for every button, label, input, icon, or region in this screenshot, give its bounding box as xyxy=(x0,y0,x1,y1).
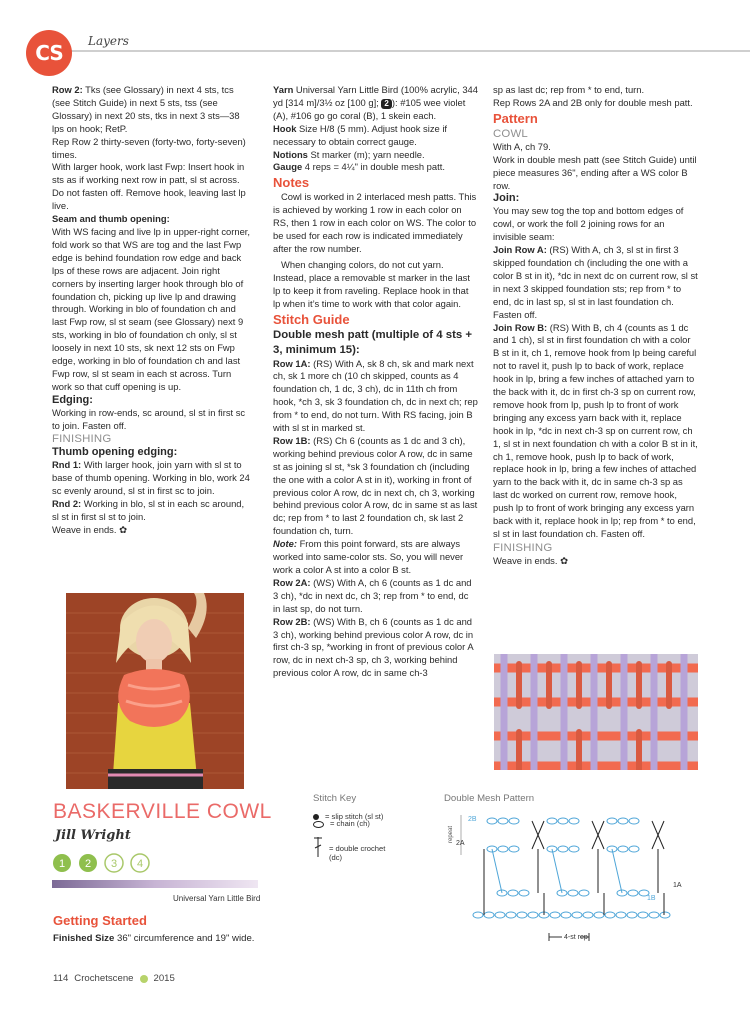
skill-level-2: 2 xyxy=(84,858,92,870)
instruction: Work in double mesh patt (see Stitch Guide) until piece measures 36", ending after a WS color B row. xyxy=(493,153,697,191)
diagram-label-2a: 2A xyxy=(456,840,465,847)
row-label: Rnd 2: xyxy=(52,498,82,510)
instruction: sp as last dc; rep from * to end, turn. xyxy=(493,84,645,95)
double-mesh-diagram xyxy=(444,793,704,943)
designer-name: Jill Wright xyxy=(55,828,131,843)
row-text: (RS) Ch 6 (counts as 1 dc and 3 ch), working behind previous color A row, dc in same st as joining sl st, *sk 3 foundation ch (including the one with a color A st in it), working in front of previous color A row, dc in next ch, ch 3, working behind previous color A row, dc in same st as last dc; rep from * to last 2 foundation ch, sk last 2 foundation ch, turn. xyxy=(273,434,478,537)
materials-text: 4 reps = 4¼" in double mesh patt. xyxy=(302,161,445,173)
skill-level-1: 1 xyxy=(58,858,66,870)
note-text: From this point forward, sts are always worked into same-color sts. So, you will never work a color A st into a color B st. xyxy=(273,538,464,575)
swatch-photo xyxy=(494,654,698,770)
foundation-chain xyxy=(473,912,670,918)
weave-text: Weave in ends. xyxy=(52,523,117,535)
chain-row-2a xyxy=(487,846,639,852)
key-double-crochet xyxy=(313,836,433,862)
stitch-key-title: Stitch Key xyxy=(313,793,357,804)
subheading: Edging: xyxy=(52,393,93,406)
dc-posts xyxy=(484,821,664,915)
row-text: Tks (see Glossary) in next 4 sts, tcs (see Stitch Guide) in next 5 sts, tss (see Glossary) in next 20 sts, tks in next 3 sts—38 lps on hook; RetP. xyxy=(52,84,240,134)
footer-dot-icon xyxy=(140,975,148,983)
diagram-label-repeat: repeat xyxy=(448,825,454,843)
stitch-guide-heading: Stitch Guide xyxy=(273,311,350,327)
page-footer xyxy=(53,973,175,984)
instruction: With WS facing and live lp in upper-right corner, fold work so that WS are tog and the last Fwp edge is behind foundation row edge and back lps of these rows are adjacent. Join right corners by inserting larger hook through blo of foundation ch, picking up live lp and drawing through. Working in blo of foundation ch and last Fwp row, sl st seam (see Glossary) next 9 sts, working in blo of foundation ch only, sl st loosely in next 10 sts, sk next 12 sts on Fwp edge, working in blo of foundation ch and last Fwp row, sl st seam in each st across. Turn work so that cuff opening is up. xyxy=(52,225,251,392)
end-mark-icon: ✿ xyxy=(119,523,127,535)
instruction: Working in row-ends, sc around, sl st in first sc to join. Fasten off. xyxy=(52,406,246,431)
section-label: Layers xyxy=(88,34,129,48)
pattern-title: BASKERVILLE COWL xyxy=(53,800,272,823)
materials-text: Universal Yarn Little Bird (100% acrylic, 344 yd [314 m]/3½ oz [100 g]; xyxy=(273,84,478,108)
dc-posts-color-b xyxy=(492,849,622,893)
column-3 xyxy=(493,84,698,568)
key-label: = double crochet (dc) xyxy=(329,844,386,862)
row-text: With larger hook, join yarn with sl st to base of thumb opening. Working in blo, work 24 sc evenly around, sl st in first sc to join. xyxy=(52,459,250,497)
row-label: Join Row A: xyxy=(493,244,547,256)
subheading: Seam and thumb opening: xyxy=(52,213,170,225)
issue-year: 2015 xyxy=(153,973,175,984)
notes-heading: Notes xyxy=(273,175,310,191)
model-photo xyxy=(66,593,244,789)
row-label: Row 1B: xyxy=(273,434,311,446)
subheading: Join: xyxy=(493,192,520,205)
key-label: = slip stitch (sl st) xyxy=(325,812,384,821)
chain-row-2b xyxy=(487,818,639,824)
yarn-weight-icon: 2 xyxy=(381,99,391,109)
skill-level-4: 4 xyxy=(136,858,144,870)
skill-level-3: 3 xyxy=(110,858,118,870)
chain-icon xyxy=(313,821,324,828)
instruction: Rep Rows 2A and 2B only for double mesh patt. xyxy=(493,96,693,108)
weave-text: Weave in ends. xyxy=(493,554,558,566)
column-1 xyxy=(52,84,252,537)
row-text: (RS) With A, sk 8 ch, sk and mark next ch, sk 1 more ch (10 ch skipped, counts as 4 foundation ch, 1 dc, 3 ch), dc in 11th ch from hook, *ch 3, sk 3 foundation ch, dc in next ch; rep from * to end, do not turn. With RS facing, join B with sl st in marked st. xyxy=(273,357,478,434)
column-2 xyxy=(273,84,478,680)
materials-label: Yarn xyxy=(273,84,294,95)
yarn-brand-label: Universal Yarn Little Bird xyxy=(173,894,261,903)
diagram-label-2b: 2B xyxy=(468,816,477,823)
subheading: Thumb opening edging: xyxy=(52,446,178,459)
row-text: (RS) With B, ch 4 (counts as 1 dc and 1 ch), sl st in first foundation ch with a color B st in it, ch 1, remove hook from lp being careful not to ravel it, push lp to back of work, replace hook in lp, bring a few inches of attached yarn to the back with it, dc in first ch-3 sp on current row, remove hook from lp, push lp to front of work bringing any excess yarn back with it, replace hook in lp, *dc in next ch-3 sp on current row, ch 1, sl st in next foundation ch with a color B st in it, ch 1, remove hook, push lp to back of work, replace hook in lp, bring a few inches of attached yarn to the back with it, dc in same ch-3 sp as last dc worked on current row, remove hook, push lp to front of work bringing any excess yarn back with it, replace hook in lp; rep from * to end, sl st in last foundation ch. Fasten off. xyxy=(493,321,698,539)
double-crochet-icon xyxy=(313,836,323,858)
slip-stitch-icon xyxy=(313,814,319,820)
row-label: Row 2B: xyxy=(273,615,311,627)
page-number: 114 xyxy=(53,973,69,984)
row-label: Row 2A: xyxy=(273,576,311,588)
finished-size-value: 36" circumference and 19" wide. xyxy=(114,933,255,944)
subheading: Double mesh patt (multiple of 4 sts + 3, minimum 15): xyxy=(273,328,473,356)
getting-started-heading: Getting Started xyxy=(53,913,147,928)
note-label: Note: xyxy=(273,538,297,550)
row-label: Rnd 1: xyxy=(52,459,82,471)
row-label: Row 1A: xyxy=(273,357,311,369)
materials-text: Size H/8 (5 mm). Adjust hook size if necessary to obtain correct gauge. xyxy=(273,122,448,147)
instruction: With A, ch 79. xyxy=(493,140,551,152)
instruction: Rep Row 2 thirty-seven (forty-two, forty-seven) times. xyxy=(52,135,246,160)
diagram-label-rep: 4-st rep xyxy=(564,934,588,941)
materials-text: St marker (m); yarn needle. xyxy=(307,148,425,160)
diagram-label-1b: 1B xyxy=(647,895,656,902)
materials-label: Notions xyxy=(273,148,308,160)
cowl-subheading: COWL xyxy=(493,127,528,140)
notes-paragraph: When changing colors, do not cut yarn. Instead, place a removable st marker in the last lp to keep it from raveling. Replace hook in that lp when it’s time to work with that color again. xyxy=(273,258,470,309)
diagram-label-1a: 1A xyxy=(673,882,682,889)
stitch-key xyxy=(313,793,433,862)
row-text: Working in blo, sl st in each sc around, sl st in first sl st to join. xyxy=(52,498,245,522)
diagram-title: Double Mesh Pattern xyxy=(444,793,535,804)
pattern-heading: Pattern xyxy=(493,110,538,126)
magazine-logo: CS xyxy=(26,30,72,76)
stitch-diagram-graphic xyxy=(444,807,704,947)
row-text: (WS) With B, ch 6 (counts as 1 dc and 3 ch), working behind previous color A row, dc in first ch-3 sp, *working in front of previous color A row, dc in next ch-3 sp, ch 3, working behind previous color A row, dc in same ch-3 xyxy=(273,615,474,679)
header-rule xyxy=(70,50,750,52)
materials-label: Gauge xyxy=(273,161,303,173)
notes-paragraph: Cowl is worked in 2 interlaced mesh patts. This is achieved by working 1 row in each color on RS, then 1 row in each color on WS. The color to be used for each row is indicated immediately after the row number. xyxy=(273,191,477,254)
yarn-color-bar xyxy=(52,880,258,888)
chain-row-1b xyxy=(497,890,649,896)
row-text: (WS) With A, ch 6 (counts as 1 dc and 3 ch), *dc in next dc, ch 3; rep from * to end, dc in last sp, do not turn. xyxy=(273,576,472,614)
finishing-label: FINISHING xyxy=(52,433,112,446)
skill-level-graphic xyxy=(52,852,162,874)
finished-size xyxy=(53,933,254,944)
finished-size-label: Finished Size xyxy=(53,933,115,944)
instruction: With larger hook, work last Fwp: Insert hook in sts as if working next row in patt, sl st across. Do not fasten off. Remove hook, leaving last lp live. xyxy=(52,161,246,212)
skill-level-icons xyxy=(52,852,162,874)
magazine-name: Crochetscene xyxy=(74,973,134,984)
instruction: You may sew tog the top and bottom edges of cowl, or work the foll 2 joining rows for an invisible seam: xyxy=(493,205,684,243)
row-label: Join Row B: xyxy=(493,321,548,333)
materials-label: Hook xyxy=(273,122,297,134)
end-mark-icon: ✿ xyxy=(560,554,568,566)
row-text: (RS) With A, ch 3, sl st in first 3 skipped foundation ch (including the one with a color B st in it), *dc in next dc on current row, sl st in next 3 skipped foundation sts; rep from * to end, dc in last sp, sl st in last foundation ch. Fasten off. xyxy=(493,244,698,320)
materials-text: ): #105 wee violet (A), #106 go go coral (B), 1 skein each. xyxy=(273,96,466,121)
finishing-label: FINISHING xyxy=(493,541,553,554)
row-label: Row 2: xyxy=(52,84,83,95)
key-label: = chain (ch) xyxy=(330,819,370,828)
